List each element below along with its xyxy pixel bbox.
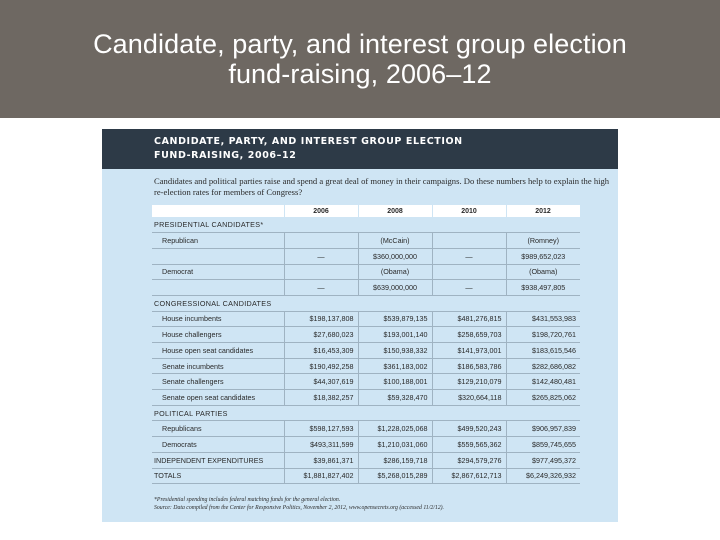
table-row bbox=[152, 280, 580, 296]
row-label: INDEPENDENT EXPENDITURES bbox=[152, 452, 284, 468]
cell: $1,881,827,402 bbox=[284, 468, 358, 484]
section-parties bbox=[152, 405, 580, 421]
cell: (McCain) bbox=[358, 233, 432, 249]
table-row bbox=[152, 437, 580, 453]
cell: $598,127,593 bbox=[284, 421, 358, 437]
table-row bbox=[152, 248, 580, 264]
cell: $282,686,082 bbox=[532, 361, 576, 371]
cell: $977,495,372 bbox=[532, 455, 576, 465]
cell: $198,137,808 bbox=[284, 311, 358, 327]
cell: $18,382,257 bbox=[284, 390, 358, 406]
cell: $431,553,983 bbox=[532, 314, 576, 324]
cell: $859,745,655 bbox=[532, 439, 576, 449]
row-label bbox=[152, 280, 284, 296]
section-heading: POLITICAL PARTIES bbox=[154, 408, 228, 418]
totals-row bbox=[152, 468, 580, 484]
cell bbox=[284, 233, 358, 249]
cell: $183,615,546 bbox=[532, 345, 576, 355]
table-header-row bbox=[152, 205, 580, 217]
row-label: House incumbents bbox=[152, 311, 284, 327]
cell: $906,957,839 bbox=[532, 424, 576, 434]
cell: $361,183,002 bbox=[358, 358, 432, 374]
cell: — bbox=[432, 280, 506, 296]
cell: $190,492,258 bbox=[284, 358, 358, 374]
header-year-2008: 2008 bbox=[358, 205, 432, 217]
section-presidential bbox=[152, 217, 580, 233]
cell: $286,159,718 bbox=[358, 452, 432, 468]
cell: (Obama) bbox=[529, 267, 558, 277]
cell: $493,311,599 bbox=[284, 437, 358, 453]
cell: $5,268,015,289 bbox=[358, 468, 432, 484]
cell: $39,861,371 bbox=[284, 452, 358, 468]
cell: $258,659,703 bbox=[432, 327, 506, 343]
header-blank bbox=[152, 205, 284, 217]
cell: $186,583,786 bbox=[432, 358, 506, 374]
independent-expenditures-row bbox=[152, 452, 580, 468]
cell: $559,565,362 bbox=[432, 437, 506, 453]
figure-title bbox=[102, 129, 618, 169]
cell: $499,520,243 bbox=[432, 421, 506, 437]
cell: — bbox=[284, 280, 358, 296]
row-label: House challengers bbox=[152, 327, 284, 343]
footnote bbox=[154, 496, 604, 512]
cell: $294,579,276 bbox=[432, 452, 506, 468]
table-row bbox=[152, 421, 580, 437]
cell: $639,000,000 bbox=[358, 280, 432, 296]
row-label: TOTALS bbox=[152, 468, 284, 484]
table-row bbox=[152, 358, 580, 374]
cell bbox=[432, 233, 506, 249]
table-row bbox=[152, 390, 580, 406]
cell: $539,879,135 bbox=[358, 311, 432, 327]
row-label: Democrats bbox=[152, 437, 284, 453]
table-row bbox=[152, 327, 580, 343]
row-label: Republican bbox=[152, 233, 284, 249]
cell: $938,497,805 bbox=[521, 283, 566, 293]
table-row bbox=[152, 343, 580, 359]
cell: $6,249,326,932 bbox=[526, 471, 576, 481]
header-year-2012: 2012 bbox=[506, 205, 580, 217]
row-label: Republicans bbox=[152, 421, 284, 437]
cell bbox=[284, 264, 358, 280]
cell: $1,228,025,068 bbox=[358, 421, 432, 437]
slide-title-line-1: Candidate, party, and interest group election bbox=[93, 29, 627, 59]
row-label bbox=[152, 248, 284, 264]
header-year-2010: 2010 bbox=[432, 205, 506, 217]
cell: $320,664,118 bbox=[432, 390, 506, 406]
cell: — bbox=[284, 248, 358, 264]
cell: — bbox=[432, 248, 506, 264]
row-label: House open seat candidates bbox=[152, 343, 284, 359]
cell: $481,276,815 bbox=[432, 311, 506, 327]
cell: $1,210,031,060 bbox=[358, 437, 432, 453]
section-heading: CONGRESSIONAL CANDIDATES bbox=[154, 298, 272, 308]
slide-title-line-2: fund-raising, 2006–12 bbox=[228, 59, 492, 89]
slide-header bbox=[0, 0, 720, 118]
cell: (Obama) bbox=[358, 264, 432, 280]
cell: $27,680,023 bbox=[284, 327, 358, 343]
table-row bbox=[152, 264, 580, 280]
cell: $2,867,612,713 bbox=[432, 468, 506, 484]
row-label: Democrat bbox=[152, 264, 284, 280]
cell: $129,210,079 bbox=[432, 374, 506, 390]
figure-table-image bbox=[102, 129, 618, 522]
header-year-2006: 2006 bbox=[284, 205, 358, 217]
cell: $141,973,001 bbox=[432, 343, 506, 359]
row-label: Senate challengers bbox=[152, 374, 284, 390]
section-heading: PRESIDENTIAL CANDIDATES* bbox=[154, 220, 264, 230]
cell: $150,938,332 bbox=[358, 343, 432, 359]
cell bbox=[432, 264, 506, 280]
footnote-line-1: *Presidential spending includes federal matching funds for the general election. bbox=[154, 497, 341, 503]
table-row bbox=[152, 233, 580, 249]
cell: (Romney) bbox=[527, 236, 560, 246]
row-label: Senate open seat candidates bbox=[152, 390, 284, 406]
cell: $193,001,140 bbox=[358, 327, 432, 343]
cell: $59,328,470 bbox=[358, 390, 432, 406]
cell: $265,825,062 bbox=[532, 392, 576, 402]
figure-intro-text: Candidates and political parties raise and spend a great deal of money in their campaigns. Do these numbers help to explain the high re-election rates for members of Congress? bbox=[154, 176, 610, 197]
cell: $16,453,309 bbox=[284, 343, 358, 359]
cell: $142,480,481 bbox=[532, 377, 576, 387]
cell: $44,307,619 bbox=[284, 374, 358, 390]
cell: $100,188,001 bbox=[358, 374, 432, 390]
figure-title-line-2: FUND-RAISING, 2006–12 bbox=[154, 150, 297, 161]
row-label: Senate incumbents bbox=[152, 358, 284, 374]
cell: $989,652,023 bbox=[521, 251, 566, 261]
fundraising-table bbox=[152, 205, 581, 484]
footnote-source: Source: Data compiled from the Center for Responsive Politics, November 2, 2012, www.opensecrets.org (accessed 11/2/12). bbox=[154, 505, 445, 511]
table-row bbox=[152, 374, 580, 390]
section-congressional bbox=[152, 295, 580, 311]
figure-title-line-1: CANDIDATE, PARTY, AND INTEREST GROUP ELECTION bbox=[154, 136, 463, 147]
cell: $198,720,761 bbox=[532, 330, 576, 340]
table-row bbox=[152, 311, 580, 327]
cell: $360,000,000 bbox=[358, 248, 432, 264]
